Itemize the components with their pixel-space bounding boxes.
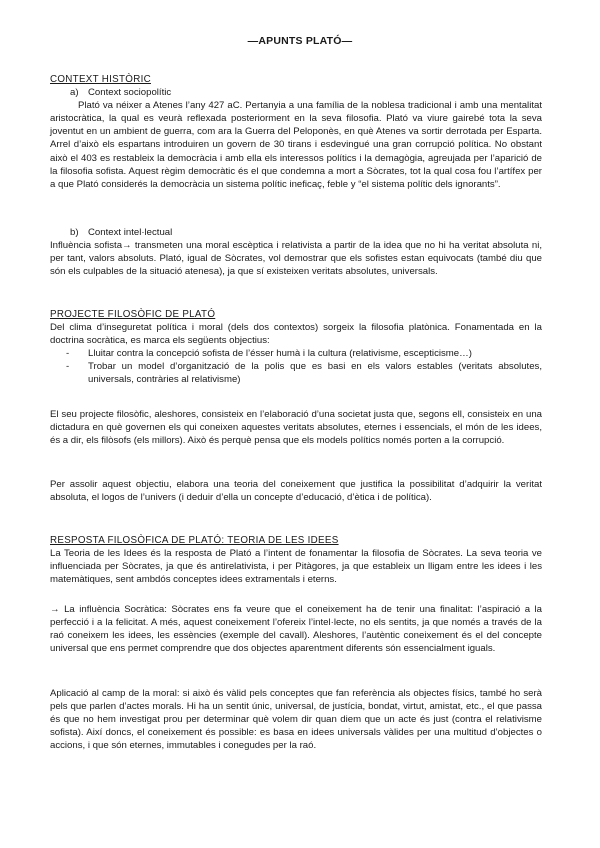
section-projecte-p3: [50, 478, 542, 504]
section-heading-context: CONTEXT HISTÒRIC: [50, 74, 151, 85]
section-projecte: [50, 308, 542, 387]
objective-text: Trobar un model d’organització de la polis que es basi en els valors estables (veritats absolutes, universals, contràries al relativisme): [88, 361, 542, 386]
dash-bullet: -: [66, 348, 70, 360]
paragraph-projecte-societat: El seu projecte filosòfic, aleshores, consisteix en l’elaboració d’una societat justa que, segons ell, consisteix en una dictadura en què governen els qui coneixen aquestes veritats absolutes, eternes i essencials, el món de les idees, és a dir, els filòsofs (els millors). Això és perquè pensa que els models polítics només porten a la corrupció.: [50, 409, 542, 447]
section-projecte-p2: [50, 408, 542, 447]
objectives-list: [50, 347, 542, 386]
subheading-context-intellectual: [70, 226, 542, 239]
paragraph-teoria-idees: La Teoria de les Idees és la resposta de Plató a l’intent de fonamentar la filosofia de Sòcrates. La seva teoria ve influenciada per Sòcrates, ja que és antirelativista, i per Pitàgores, ja que estableix un lligam entre les idees i les matemàtiques, sent ambdós conceptes idees extramentals i eterns.: [50, 548, 542, 586]
subheading-context-sociopolitic: [70, 86, 542, 99]
paragraph-projecte-objectiu: Per assolir aquest objectiu, elabora una teoria del coneixement que justifica la possibilitat d’adquirir la veritat absoluta, el logos de l’univers (i deduir d’ella un concepte d’educació, d’ètica i de política).: [50, 479, 542, 504]
section-resposta-moral: [50, 687, 542, 752]
list-item: [50, 347, 542, 360]
paragraph-context-sociopolitic: Plató va néixer a Atenes l’any 427 aC. Pertanyia a una família de la noblesa tradicional i amb una mentalitat aristocràtica, la qual es veurà reflexada posteriorment en la seva filosofia. Plató va viure gairebé tota la seva joventut en un ambient de guerra, com ara la Guerra del Peloponès, en què Atenes va sortir derrotada per Esparta. Arrel d’això els espartans introduiren un govern de 30 tirans i esdevingué una gran corrupció política. No obstant això el 403 es restableix la democràcia i amb ella els interessos polítics i la demagògia, agreujada per l’aparició de la filosofia sofista. Aquest règim democràtic és el que condemna a mort a Sòcrates, tot la qual cosa fou l’artífex per a que Plató considerés la democràcia un sistema polític ineficaç, feble y “el sistema polític dels ignorants”.: [50, 100, 542, 190]
document-title: —APUNTS PLATÓ—: [247, 35, 353, 47]
section-context: [50, 73, 542, 191]
paragraph-projecte-intro: Del clima d’inseguretat política i moral (dels dos contextos) sorgeix la filosofia platònica. Fonamentada en la doctrina socràtica, es marca els següents objectius:: [50, 322, 542, 347]
paragraph-influencia-socratica: → La influència Socràtica: Sòcrates ens fa veure que el coneixement ha de tenir una finalitat: l’aspiració a la perfecció i a la felicitat. A més, aquest coneixement l’ofereix l’intel·lecte, no els sentits, ja que només a través de la raó coneixem les idees, les essències (exemple del cavall). Aleshores, l’autèntic coneixement és el del concepte universal que ens permet comprendre que dos objectes aparentment diferents són essencialment iguals.: [50, 604, 542, 655]
section-resposta-socratica: [50, 603, 542, 655]
section-context-intellectual: [50, 226, 542, 278]
section-resposta: [50, 534, 542, 586]
paragraph-aplicacio-moral: Aplicació al camp de la moral: si això és vàlid pels conceptes que fan referència als objectes físics, també ho serà pels que parlen d’actes morals. Hi ha un sentit únic, universal, de justícia, bondat, virtut, amistat, etc., el que passa és que no hem investigat prou per determinar què volem dir quan diem que un acte és just (contra el relativisme sofista). Així doncs, el coneixement és possible: es basa en idees universals vàlides per una multitud d’objectes o accions, i que són eternes, immutables i conegudes per la raó.: [50, 688, 542, 752]
subheading-marker: a): [70, 87, 79, 99]
section-heading-projecte: PROJECTE FILOSÒFIC DE PLATÓ: [50, 309, 216, 320]
subheading-label: Context intel·lectual: [88, 227, 173, 238]
dash-bullet: -: [66, 361, 70, 373]
list-item: [50, 360, 542, 386]
section-heading-resposta: RESPOSTA FILOSÒFICA DE PLATÓ: TEORIA DE LES IDEES: [50, 535, 339, 546]
subheading-marker: b): [70, 227, 79, 238]
subheading-label: Context sociopolític: [88, 87, 172, 99]
objective-text: Lluitar contra la concepció sofista de l’ésser humà i la cultura (relativisme, escepticisme…): [88, 348, 472, 360]
paragraph-context-intellectual: Influència sofista→ transmeten una moral escèptica i relativista a partir de la idea que no hi ha veritat absoluta ni, per tant, valors absoluts. Plató, igual de Sòcrates, vol demostrar que els sofistes estan equivocats (també diu que són els culpables de la situació atenesa), ja que sí existeixen veritats absolutes, universals.: [50, 240, 542, 278]
